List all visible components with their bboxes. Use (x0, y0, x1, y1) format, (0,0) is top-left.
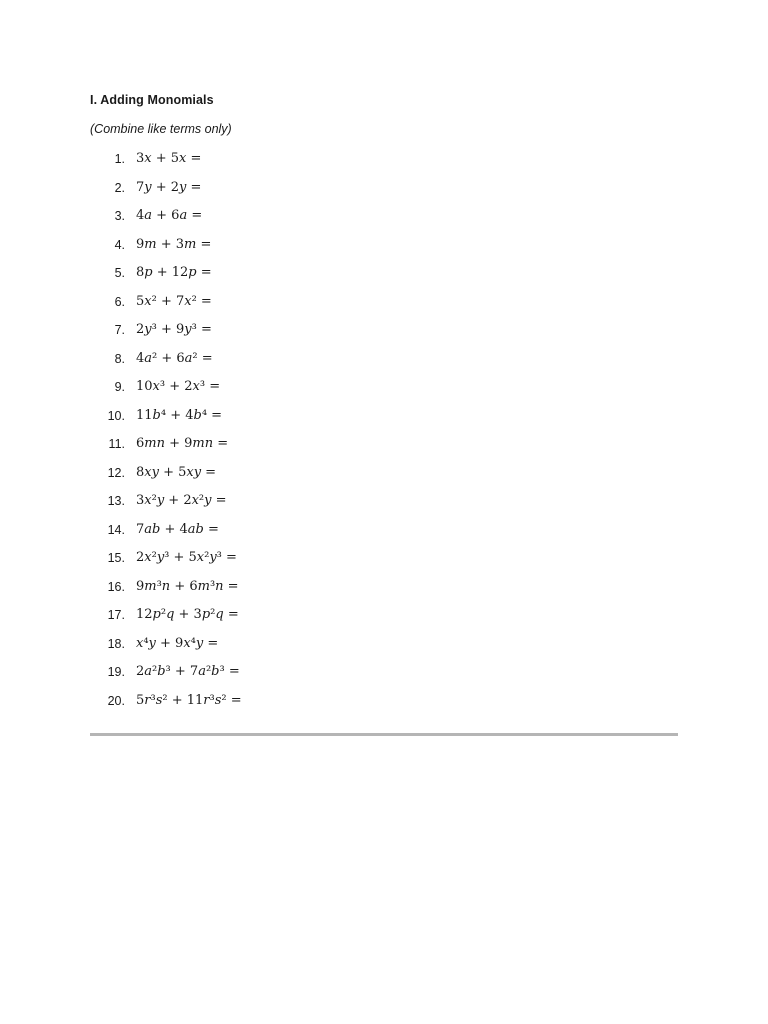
problem-number: 13. (107, 494, 125, 508)
problem-expression: 3𝑥 + 5𝑥 = (136, 151, 202, 166)
problem-expression: 7𝑎𝑏 + 4𝑎𝑏 = (136, 521, 219, 537)
problem-number: 7. (114, 323, 125, 337)
problem-number: 17. (107, 608, 125, 622)
problem-expression: 9𝑚³𝑛 + 6𝑚³𝑛 = (136, 578, 239, 594)
problem-expression: 5𝑟³𝑠² + 11𝑟³𝑠² = (136, 692, 242, 708)
problem-number: 5. (114, 266, 125, 280)
problem-expression: 2𝑥²𝑦³ + 5𝑥²𝑦³ = (136, 550, 237, 565)
problem-number: 4. (114, 237, 125, 252)
problem-number: 9. (114, 380, 125, 394)
problem-number: 11. (108, 437, 125, 451)
problem-number: 3. (114, 209, 125, 223)
problem-number: 19. (107, 665, 125, 679)
problem-expression: 𝑥⁴𝑦 + 9𝑥⁴𝑦 = (136, 635, 219, 651)
problem-expression: 5𝑥² + 7𝑥² = (136, 293, 212, 309)
problem-number: 8. (114, 351, 125, 366)
problem-expression: 12𝑝²𝑞 + 3𝑝²𝑞 = (136, 607, 239, 622)
problem-expression: 9𝑚 + 3𝑚 = (136, 236, 212, 252)
problem-number: 1. (114, 152, 125, 166)
problem-expression: 8𝑝 + 12𝑝 = (136, 265, 212, 280)
problem-number: 18. (107, 636, 125, 651)
problem-expression: 2𝑦³ + 9𝑦³ = (136, 322, 212, 337)
section-title: I. Adding Monomials (90, 93, 214, 107)
problem-number: 10. (107, 408, 125, 423)
problem-expression: 6𝑚𝑛 + 9𝑚𝑛 = (136, 436, 229, 451)
problem-expression: 4𝑎² + 6𝑎² = (136, 350, 213, 366)
problem-expression: 2𝑎²𝑏³ + 7𝑎²𝑏³ = (136, 664, 240, 679)
problem-expression: 7𝑦 + 2𝑦 = (136, 179, 202, 195)
problem-expression: 4𝑎 + 6𝑎 = (136, 208, 203, 223)
problem-expression: 10𝑥³ + 2𝑥³ = (136, 379, 221, 394)
problem-number: 15. (107, 551, 125, 565)
problem-number: 6. (114, 294, 125, 309)
problem-number: 20. (107, 693, 125, 708)
problem-number: 14. (107, 522, 125, 537)
problem-number: 16. (107, 579, 125, 594)
problem-expression: 8𝑥𝑦 + 5𝑥𝑦 = (136, 464, 217, 480)
problem-expression: 3𝑥²𝑦 + 2𝑥²𝑦 = (136, 493, 227, 508)
problem-expression: 11𝑏⁴ + 4𝑏⁴ = (136, 407, 223, 423)
problem-number: 12. (107, 465, 125, 480)
section-divider (90, 733, 678, 736)
problem-number: 2. (114, 180, 125, 195)
section-instruction: (Combine like terms only) (90, 122, 232, 136)
